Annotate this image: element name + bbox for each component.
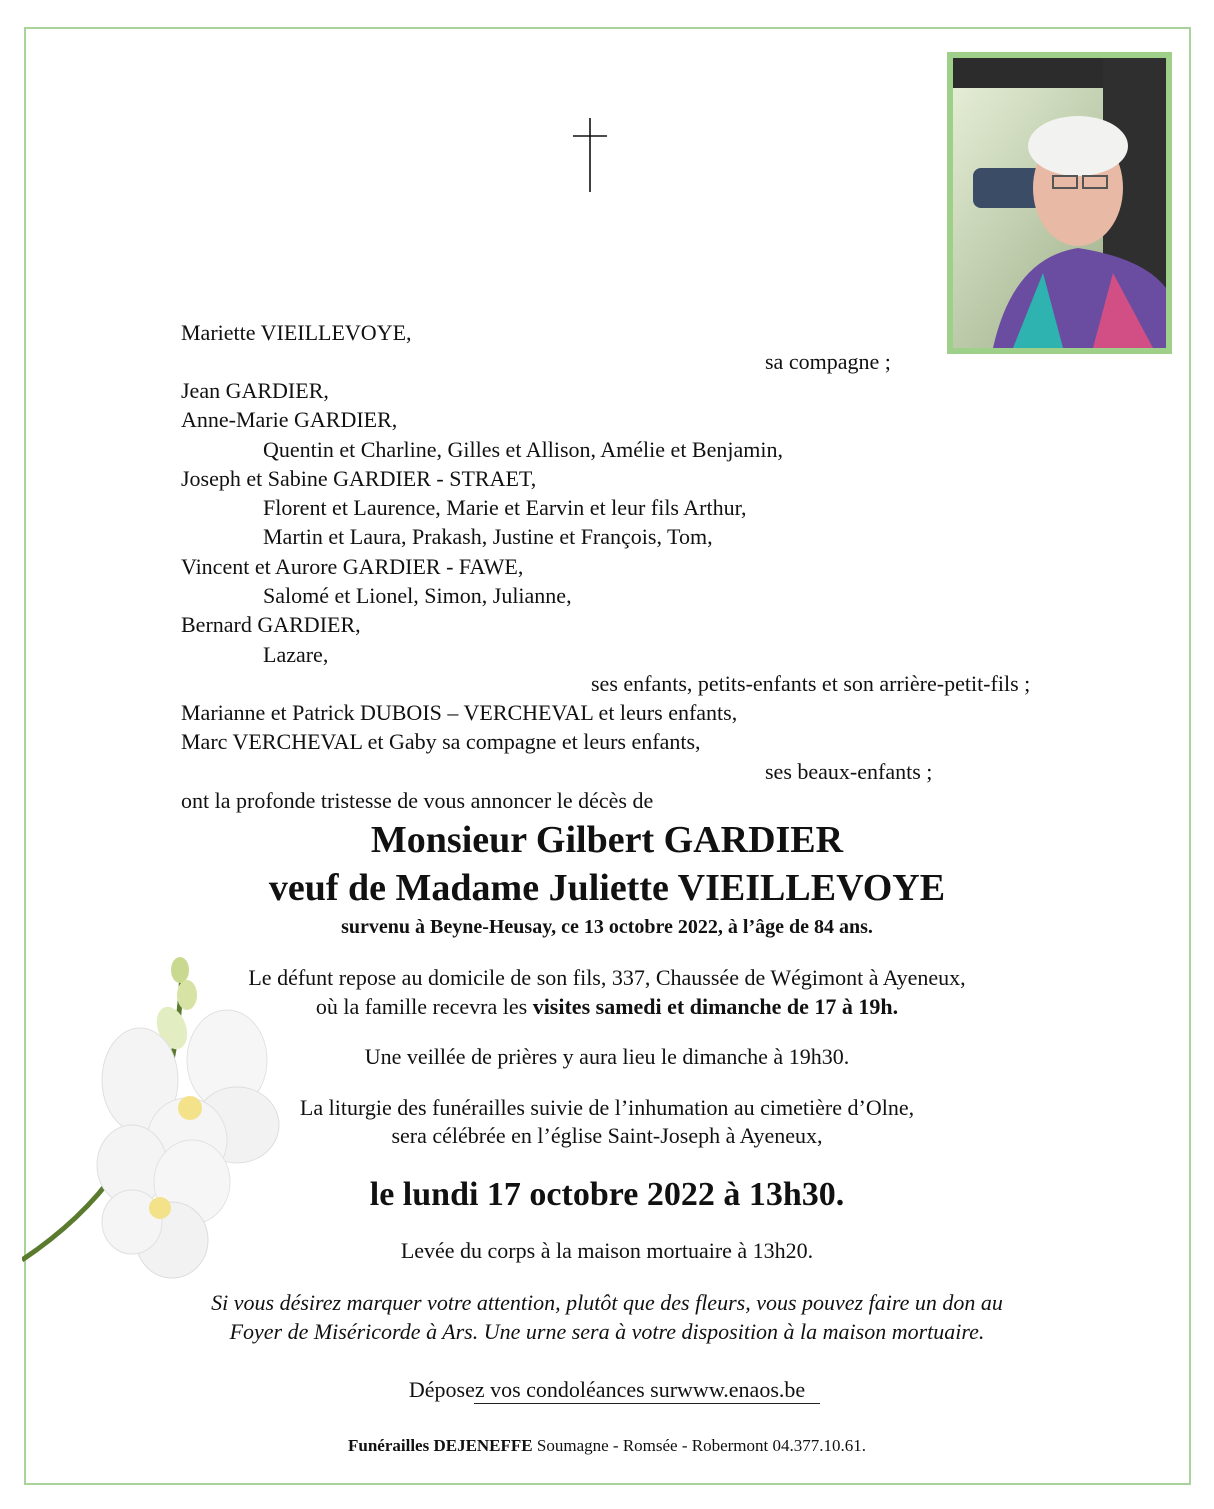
children-role: ses enfants, petits-enfants et son arrière-petit-fils ;	[591, 671, 1031, 696]
in-law-line: Marianne et Patrick DUBOIS – VERCHEVAL et leurs enfants,	[181, 700, 738, 725]
child-line: Vincent et Aurore GARDIER - FAWE,	[181, 554, 524, 579]
widower-line: veuf de Madame Juliette VIEILLEVOYE	[268, 867, 946, 909]
vigil-line: Une veillée de prières y aura lieu le dimanche à 19h30.	[364, 1044, 850, 1069]
funeral-home-locations: Soumagne - Romsée - Robermont 04.377.10.61.	[532, 1436, 866, 1455]
death-info: survenu à Beyne-Heusay, ce 13 octobre 2022, à l’âge de 84 ans.	[341, 916, 873, 938]
ceremony-date: le lundi 17 octobre 2022 à 13h30.	[369, 1176, 845, 1213]
announcement: ont la profonde tristesse de vous annoncer le décès de	[181, 788, 654, 813]
funeral-home-name: Funérailles DEJENEFFE	[347, 1436, 533, 1455]
child-line: Joseph et Sabine GARDIER - STRAET,	[181, 466, 537, 491]
donation-line: Si vous désirez marquer votre attention, plutôt que des fleurs, vous pouvez faire un don au	[211, 1290, 1003, 1315]
visits-hours: visites samedi et dimanche de 17 à 19h.	[532, 994, 899, 1019]
child-line: Jean GARDIER,	[181, 378, 329, 403]
grandchild-line: Lazare,	[263, 642, 329, 667]
child-line: Bernard GARDIER,	[181, 612, 361, 637]
liturgy-line: La liturgie des funérailles suivie de l’inhumation au cimetière d’Olne,	[299, 1095, 915, 1120]
cross-icon	[573, 118, 607, 192]
companion-role: sa compagne ;	[765, 349, 891, 374]
grandchild-line: Martin et Laura, Prakash, Justine et François, Tom,	[263, 524, 713, 549]
orchid-bloom-lower	[97, 1125, 230, 1278]
deceased-name: Monsieur Gilbert GARDIER	[370, 819, 844, 861]
rest-line: Le défunt repose au domicile de son fils, 337, Chaussée de Wégimont à Ayeneux,	[248, 965, 966, 990]
deceased-photo	[947, 52, 1172, 354]
visits-prefix: où la famille recevra les	[315, 994, 533, 1019]
condolences-line: Déposez vos condoléances surwww.enaos.be	[408, 1377, 806, 1402]
levee-line: Levée du corps à la maison mortuaire à 13h20.	[400, 1238, 814, 1263]
grandchild-line: Quentin et Charline, Gilles et Allison, Amélie et Benjamin,	[263, 437, 783, 462]
grandchild-line: Florent et Laurence, Marie et Earvin et leur fils Arthur,	[263, 495, 747, 520]
companion-name: Mariette VIEILLEVOYE,	[181, 320, 412, 345]
donation-line: Foyer de Miséricorde à Ars. Une urne sera à votre disposition à la maison mortuaire.	[229, 1319, 985, 1344]
grandchild-line: Salomé et Lionel, Simon, Julianne,	[263, 583, 572, 608]
in-laws-role: ses beaux-enfants ;	[765, 759, 933, 784]
orchid-flower-icon	[22, 950, 292, 1290]
child-line: Anne-Marie GARDIER,	[181, 407, 398, 432]
liturgy-line: sera célébrée en l’église Saint-Joseph à Ayeneux,	[391, 1123, 823, 1148]
funeral-home	[0, 1435, 1214, 1457]
footer-divider	[474, 1403, 820, 1404]
in-law-line: Marc VERCHEVAL et Gaby sa compagne et leurs enfants,	[181, 729, 701, 754]
